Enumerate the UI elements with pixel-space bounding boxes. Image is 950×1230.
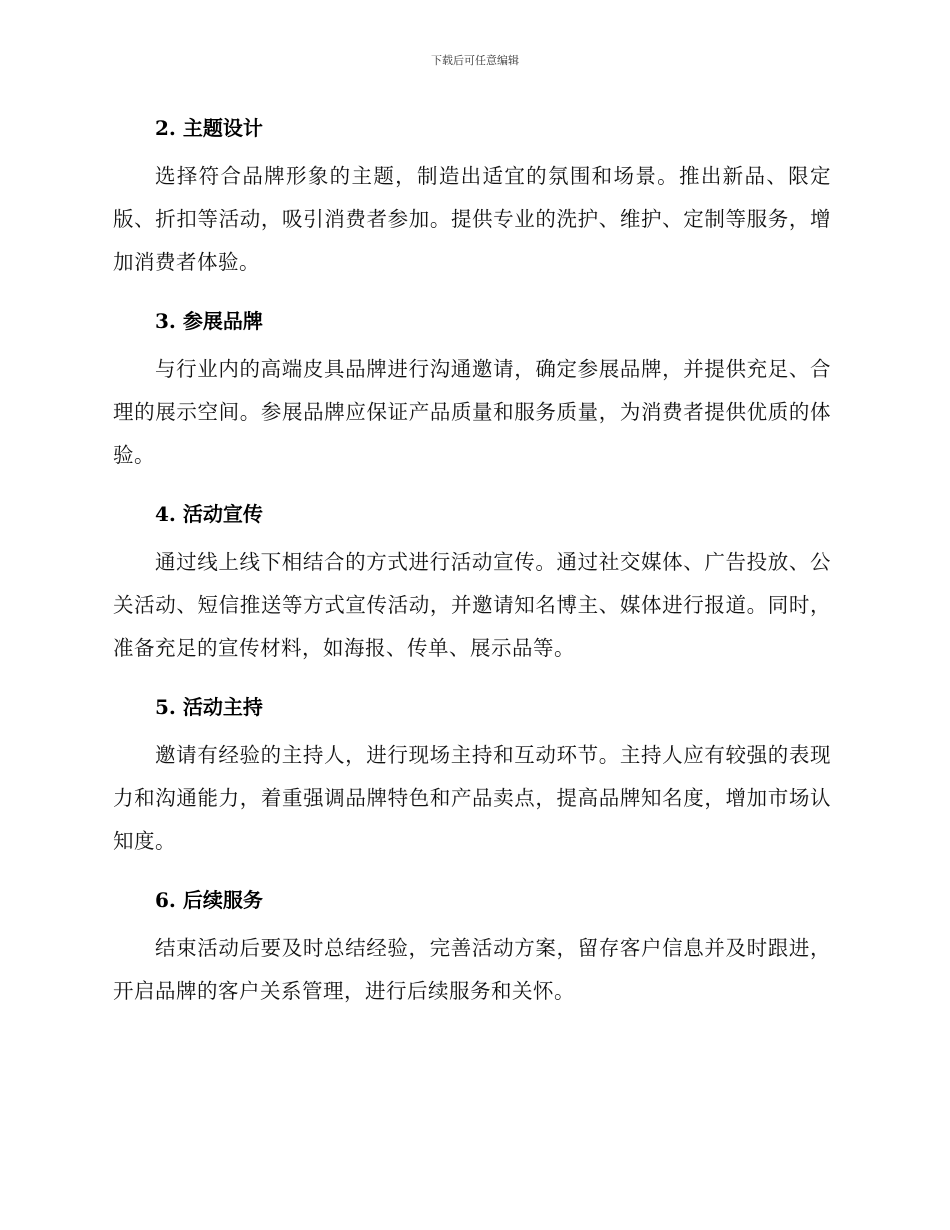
section-paragraph: 邀请有经验的主持人，进行现场主持和互动环节。主持人应有较强的表现力和沟通能力，着重强调品牌特色和产品卖点，提高品牌知名度，增加市场认知度。 — [113, 743, 831, 853]
section-event-promotion — [113, 494, 831, 670]
section-heading: 3. 参展品牌 — [155, 309, 263, 333]
section-follow-up-service — [113, 880, 831, 1013]
section-heading: 5. 活动主持 — [155, 695, 263, 719]
section-heading: 6. 后续服务 — [155, 888, 263, 912]
section-event-hosting — [113, 687, 831, 863]
page-header-note: 下载后可任意编辑 — [431, 54, 519, 67]
section-paragraph: 选择符合品牌形象的主题，制造出适宜的氛围和场景。推出新品、限定版、折扣等活动，吸引消费者参加。提供专业的洗护、维护、定制等服务，增加消费者体验。 — [113, 164, 831, 274]
document-body — [113, 108, 831, 1030]
section-heading: 2. 主题设计 — [155, 116, 263, 140]
section-exhibiting-brands — [113, 301, 831, 477]
section-theme-design — [113, 108, 831, 284]
section-paragraph: 结束活动后要及时总结经验，完善活动方案，留存客户信息并及时跟进，开启品牌的客户关系管理，进行后续服务和关怀。 — [113, 936, 831, 1003]
section-heading: 4. 活动宣传 — [155, 502, 263, 526]
section-paragraph: 通过线上线下相结合的方式进行活动宣传。通过社交媒体、广告投放、公关活动、短信推送等方式宣传活动，并邀请知名博主、媒体进行报道。同时，准备充足的宣传材料，如海报、传单、展示品等。 — [113, 550, 831, 660]
section-paragraph: 与行业内的高端皮具品牌进行沟通邀请，确定参展品牌，并提供充足、合理的展示空间。参展品牌应保证产品质量和服务质量，为消费者提供优质的体验。 — [113, 357, 831, 467]
